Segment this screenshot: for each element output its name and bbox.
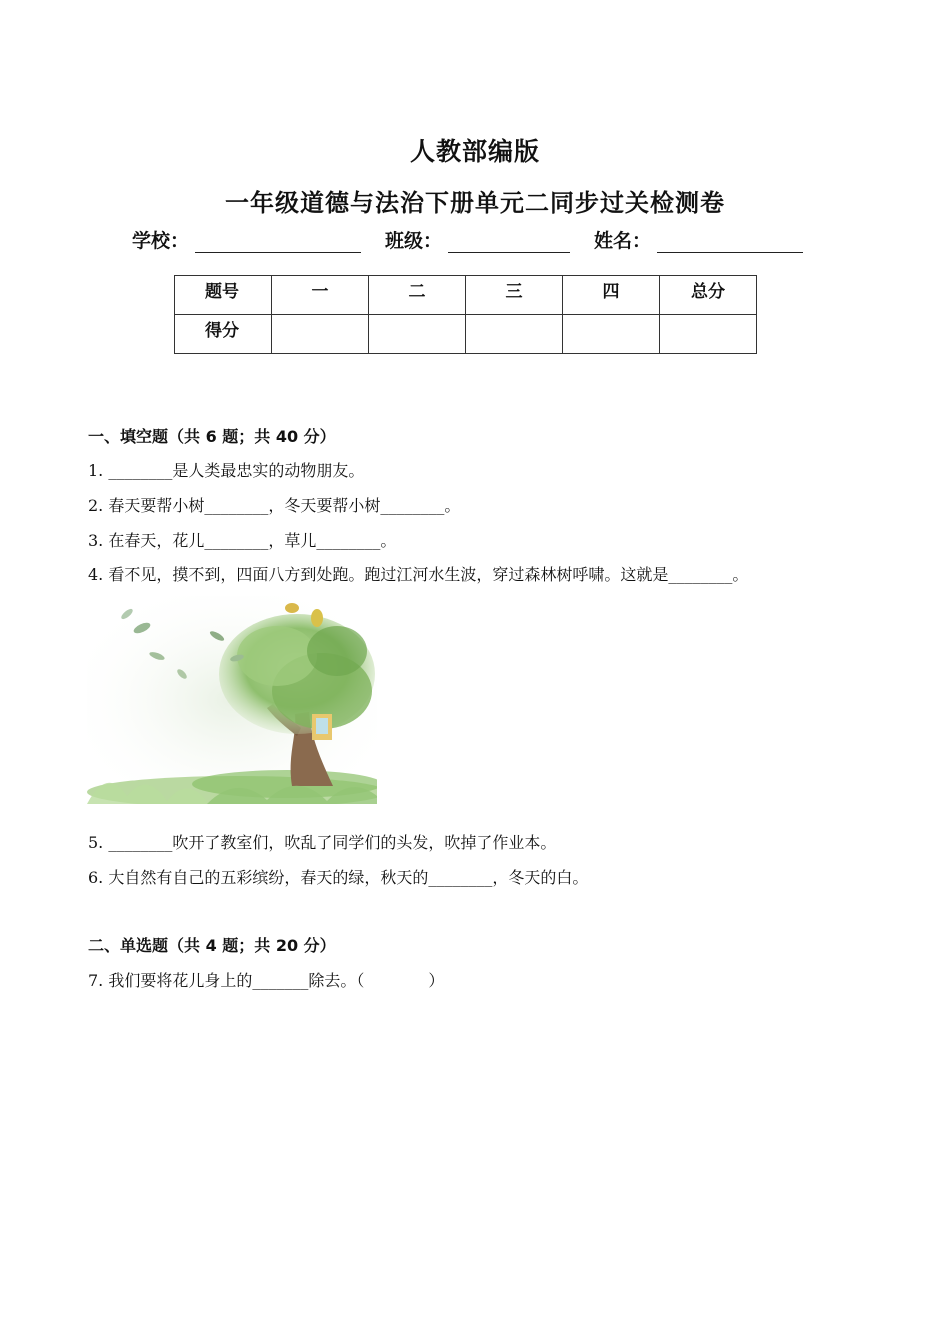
score-cell: 总分	[660, 276, 757, 315]
score-input-cell[interactable]	[369, 315, 466, 354]
score-table	[174, 275, 757, 354]
question-5: 5. ________吹开了教室们，吹乱了同学们的头发，吹掉了作业本。	[88, 833, 557, 852]
score-cell: 二	[369, 276, 466, 315]
score-cell: 三	[466, 276, 563, 315]
question-7: 7. 我们要将花儿身上的_______除去。（ ）	[88, 971, 445, 990]
score-cell: 四	[563, 276, 660, 315]
tree-illustration-icon	[87, 596, 377, 804]
score-input-cell[interactable]	[660, 315, 757, 354]
school-blank[interactable]	[195, 232, 361, 253]
tree-with-birds-illustration	[87, 596, 377, 804]
score-cell: 得分	[175, 315, 272, 354]
section-1-title: 一、填空题（共 6 题；共 40 分）	[88, 427, 336, 446]
score-cell: 一	[272, 276, 369, 315]
question-1: 1. ________是人类最忠实的动物朋友。	[88, 461, 365, 480]
score-table-header-row	[175, 276, 757, 315]
student-info-row	[132, 226, 803, 253]
publisher-title: 人教部编版	[409, 137, 540, 166]
question-6: 6. 大自然有自己的五彩缤纷，春天的绿，秋天的________，冬天的白。	[88, 868, 589, 887]
name-label: 姓名：	[594, 230, 652, 252]
school-label: 学校：	[132, 230, 190, 252]
score-input-cell[interactable]	[272, 315, 369, 354]
question-3: 3. 在春天，花儿________，草儿________。	[88, 531, 397, 550]
exam-title: 一年级道德与法治下册单元二同步过关检测卷	[225, 189, 725, 217]
class-blank[interactable]	[448, 232, 570, 253]
class-label: 班级：	[385, 230, 443, 252]
score-input-cell[interactable]	[466, 315, 563, 354]
section-2-title: 二、单选题（共 4 题；共 20 分）	[88, 936, 336, 955]
name-blank[interactable]	[657, 232, 803, 253]
question-2: 2. 春天要帮小树________，冬天要帮小树________。	[88, 496, 461, 515]
score-cell: 题号	[175, 276, 272, 315]
question-4: 4. 看不见，摸不到，四面八方到处跑。跑过江河水生波，穿过森林树呼啸。这就是________。	[88, 565, 749, 584]
score-table-score-row	[175, 315, 757, 354]
score-input-cell[interactable]	[563, 315, 660, 354]
